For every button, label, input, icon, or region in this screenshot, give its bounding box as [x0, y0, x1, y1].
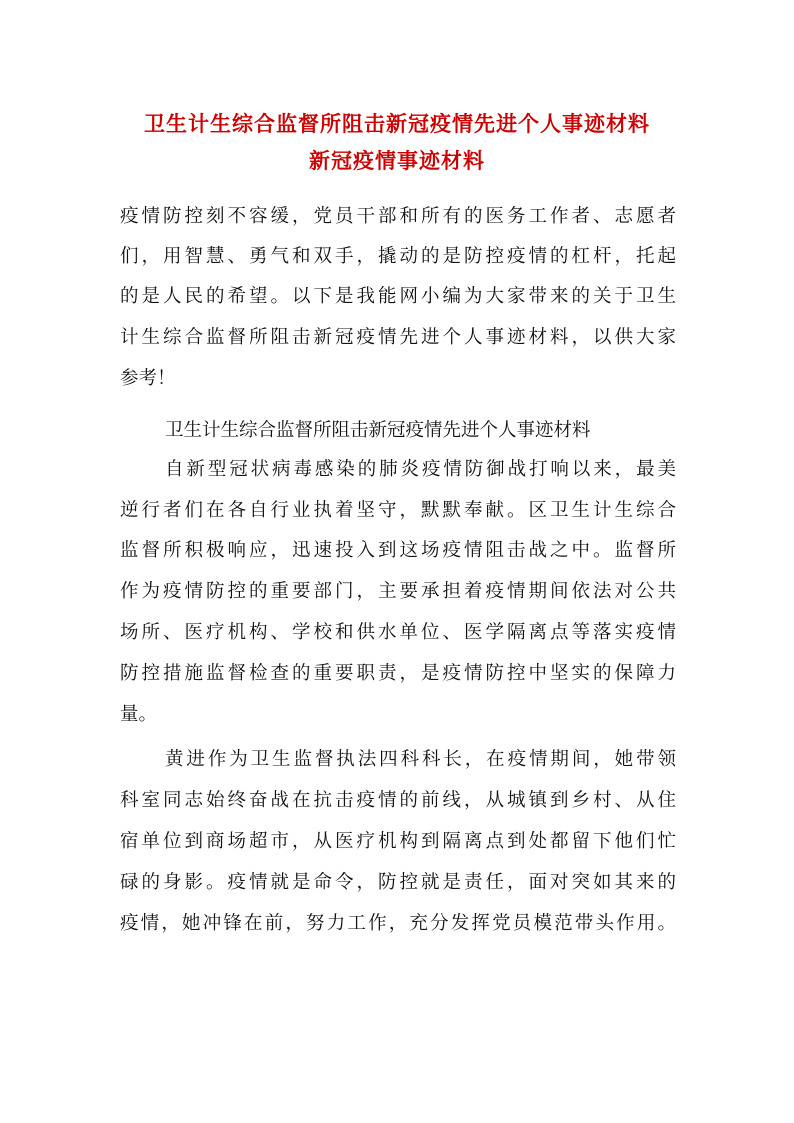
document-subtitle-heading: 新冠疫情事迹材料 — [309, 148, 485, 173]
paragraph-line: 场所、医疗机构、学校和供水单位、医学隔离点等落实疫情 — [120, 622, 676, 643]
paragraph-line: 碌的身影。疫情就是命令，防控就是责任，面对突如其来的 — [120, 872, 676, 893]
intro-line: 计生综合监督所阻击新冠疫情先进个人事迹材料，以供大家 — [120, 327, 676, 348]
intro-line: 疫情防控刻不容缓，党员干部和所有的医务工作者、志愿者 — [120, 206, 676, 227]
paragraph-line: 监督所积极响应，迅速投入到这场疫情阻击战之中。监督所 — [120, 540, 676, 561]
intro-line: 们，用智慧、勇气和双手，撬动的是防控疫情的杠杆，托起 — [120, 246, 676, 267]
section-title: 卫生计生综合监督所阻击新冠疫情先进个人事迹材料 — [165, 420, 591, 441]
paragraph-line: 黄进作为卫生监督执法四科科长，在疫情期间，她带领 — [165, 749, 676, 770]
paragraph-line: 宿单位到商场超市，从医疗机构到隔离点到处都留下他们忙 — [120, 831, 676, 852]
intro-line: 的是人民的希望。以下是我能网小编为大家带来的关于卫生 — [120, 286, 676, 307]
document-title: 卫生计生综合监督所阻击新冠疫情先进个人事迹材料 — [144, 111, 650, 136]
paragraph-line: 作为疫情防控的重要部门，主要承担着疫情期间依法对公共 — [120, 581, 676, 602]
paragraph-line: 防控措施监督检查的重要职责，是疫情防控中坚实的保障力 — [120, 663, 676, 684]
paragraph-line: 量。 — [120, 704, 158, 725]
paragraph-line: 自新型冠状病毒感染的肺炎疫情防御战打响以来，最美 — [165, 459, 676, 480]
paragraph-line: 逆行者们在各自行业执着坚守，默默奉献。区卫生计生综合 — [120, 500, 676, 521]
intro-line: 参考！ — [120, 368, 176, 389]
paragraph-line: 疫情，她冲锋在前，努力工作，充分发挥党员模范带头作用。 — [120, 913, 676, 934]
paragraph-line: 科室同志始终奋战在抗击疫情的前线，从城镇到乡村、从住 — [120, 790, 676, 811]
